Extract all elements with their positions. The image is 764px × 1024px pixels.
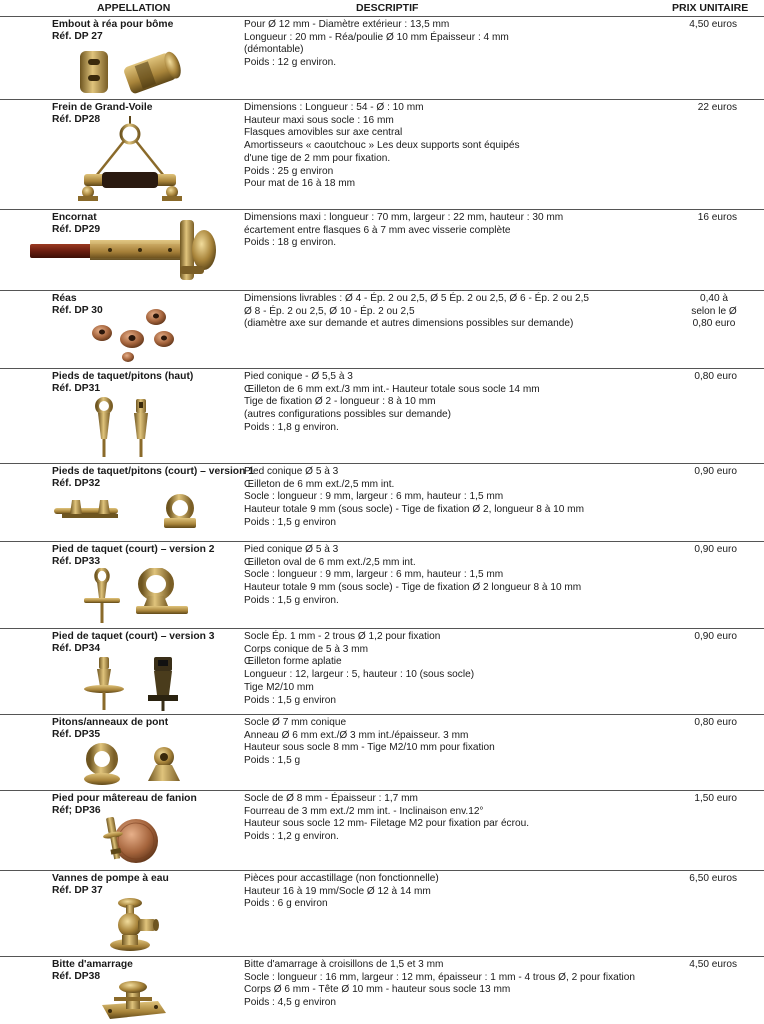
- dp30-product-photo: [80, 301, 190, 365]
- product-ref: Réf. DP32: [52, 478, 101, 489]
- product-price: 4,50 euros: [689, 19, 737, 30]
- product-description: Bitte d'amarrage à croisillons de 1,5 et 3 mm Socle : longueur : 16 mm, largeur : 12 mm, épaisseur : 1 mm - 4 trous Ø, 2 pour fixation Corps Ø 6 mm - Tête Ø 10 mm - hauteur sous socle 13 mm Poids : 4,5 g environ: [244, 959, 636, 1009]
- dp27-product-photo: [76, 47, 188, 97]
- product-price: 16 euros: [697, 212, 737, 223]
- header-appellation: APPELLATION: [97, 2, 171, 14]
- table-header: [0, 0, 764, 17]
- dp31-product-photo: [88, 397, 158, 461]
- product-row-dp31: [0, 369, 764, 464]
- product-ref: Réf. DP35: [52, 729, 101, 740]
- product-description: Socle Ép. 1 mm - 2 trous Ø 1,2 pour fixation Corps conique de 5 à 3 mm Œilleton forme aplatie Longueur : 12, largeur : 5, hauteur : 10 (sous socle) Tige M2/10 mm Poids : 1,5 g environ: [244, 631, 475, 706]
- product-price: 0,90 euro: [694, 631, 737, 642]
- dp36-product-photo: [98, 815, 168, 869]
- product-description: Dimensions : Longueur : 54 - Ø : 10 mm Hauteur maxi sous socle : 16 mm Flasques amovibles sur axe central Amortisseurs « caoutchouc » Les deux supports sont équipés d'une tige de 2 mm pour fixation. Poids : 25 g environ Pour mat de 16 à 18 mm: [244, 102, 520, 190]
- product-ref: Réf. DP28: [52, 114, 101, 125]
- dp33-product-photo: [80, 568, 190, 626]
- product-name: Frein de Grand-Voile: [52, 102, 153, 113]
- product-ref: Réf. DP31: [52, 383, 101, 394]
- product-row-dp38: [0, 957, 764, 1024]
- product-description: Socle de Ø 8 mm - Épaisseur : 1,7 mm Fourreau de 3 mm ext./2 mm int. - Inclinaison env.12° Hauteur sous socle 12 mm- Filetage M2 pour fixation par écrou. Poids : 1,2 g environ.: [244, 793, 530, 843]
- product-name: Réas: [52, 293, 77, 304]
- product-description: Pied conique Ø 5 à 3 Œilleton de 6 mm ext./2,5 mm int. Socle : longueur : 9 mm, largeur : 6 mm, hauteur : 1,5 mm Hauteur totale 9 mm (sous socle) - Tige de fixation Ø 2, longueur 8 à 10 mm Poids : 1,5 g environ: [244, 466, 584, 528]
- product-description: Dimensions livrables : Ø 4 - Ép. 2 ou 2,5, Ø 5 Ép. 2 ou 2,5, Ø 6 - Ép. 2 ou 2,5 Ø 8 - Ép. 2 ou 2,5, Ø 10 - Ép. 2 ou 2,5 (diamètre axe sur demande et autres dimensions possibles sur demande): [244, 293, 590, 330]
- dp32-product-photo: [52, 490, 202, 538]
- product-price: 0,80 euro: [694, 717, 737, 728]
- product-row-dp30: [0, 291, 764, 369]
- product-ref: Réf. DP33: [52, 556, 101, 567]
- product-ref: Réf. DP 37: [52, 885, 103, 896]
- dp29-product-photo: [30, 214, 220, 288]
- product-name: Pied de taquet (court) – version 2: [52, 544, 215, 555]
- product-price: 0,90 euro: [694, 544, 737, 555]
- product-ref: Réf. DP 27: [52, 31, 103, 42]
- product-row-dp28: [0, 100, 764, 210]
- product-name: Encornat: [52, 212, 97, 223]
- product-ref: Réf. DP38: [52, 971, 101, 982]
- header-prix-unitaire: PRIX UNITAIRE: [672, 2, 749, 14]
- dp38-product-photo: [96, 975, 168, 1023]
- product-ref: Réf; DP36: [52, 805, 101, 816]
- product-name: Pitons/anneaux de pont: [52, 717, 169, 728]
- product-row-dp29: [0, 210, 764, 291]
- product-ref: Réf. DP 30: [52, 305, 103, 316]
- dp37-product-photo: [104, 897, 164, 953]
- product-row-dp37: [0, 871, 764, 957]
- product-name: Pieds de taquet/pitons (haut): [52, 371, 194, 382]
- header-descriptif: DESCRIPTIF: [356, 2, 419, 14]
- product-row-dp27: [0, 17, 764, 100]
- product-description: Socle Ø 7 mm conique Anneau Ø 6 mm ext./Ø 3 mm int./épaisseur. 3 mm Hauteur sous socle 8 mm - Tige M2/10 mm pour fixation Poids : 1,5 g: [244, 717, 495, 767]
- product-price: 0,40 à selon le Ø 0,80 euro: [691, 293, 737, 330]
- product-description: Pour Ø 12 mm - Diamètre extérieur : 13,5 mm Longueur : 20 mm - Réa/poulie Ø 10 mm Épaisseur : 4 mm (démontable) Poids : 12 g environ.: [244, 19, 509, 69]
- product-price: 6,50 euros: [689, 873, 737, 884]
- product-description: Pied conique - Ø 5,5 à 3 Œilleton de 6 mm ext./3 mm int.- Hauteur totale sous socle 14 mm Tige de fixation Ø 2 - longueur : 8 à 10 mm (autres configurations possibles sur demande) Poids : 1,8 g environ.: [244, 371, 540, 433]
- product-name: Vannes de pompe à eau: [52, 873, 169, 884]
- dp28-product-photo: [74, 114, 186, 206]
- product-row-dp32: [0, 464, 764, 542]
- product-name: Pied de taquet (court) – version 3: [52, 631, 215, 642]
- product-price: 4,50 euros: [689, 959, 737, 970]
- product-row-dp36: [0, 791, 764, 871]
- dp34-product-photo: [82, 657, 182, 713]
- product-ref: Réf. DP29: [52, 224, 101, 235]
- product-name: Bitte d'amarrage: [52, 959, 133, 970]
- product-ref: Réf. DP34: [52, 643, 101, 654]
- product-name: Pied pour mâtereau de fanion: [52, 793, 197, 804]
- product-row-dp35: [0, 715, 764, 791]
- product-name: Pieds de taquet/pitons (court) – version 1: [52, 466, 254, 477]
- product-row-dp33: [0, 542, 764, 629]
- product-price: 22 euros: [697, 102, 737, 113]
- product-price: 0,80 euro: [694, 371, 737, 382]
- product-name: Embout à réa pour bôme: [52, 19, 174, 30]
- dp35-product-photo: [80, 741, 190, 789]
- product-price: 1,50 euro: [694, 793, 737, 804]
- product-price: 0,90 euro: [694, 466, 737, 477]
- product-description: Dimensions maxi : longueur : 70 mm, largeur : 22 mm, hauteur : 30 mm écartement entre flasques 6 à 7 mm avec visserie complète Poids : 18 g environ.: [244, 212, 564, 249]
- product-description: Pied conique Ø 5 à 3 Œilleton oval de 6 mm ext./2,5 mm int. Socle : longueur : 9 mm, largeur : 6 mm, hauteur : 1,5 mm Hauteur totale 9 mm (sous socle) - Tige de fixation Ø 2 longueur 8 à 10 mm Poids : 1,5 g environ.: [244, 544, 582, 606]
- product-row-dp34: [0, 629, 764, 715]
- product-description: Pièces pour accastillage (non fonctionnelle) Hauteur 16 à 19 mm/Socle Ø 12 à 14 mm Poids : 6 g environ: [244, 873, 439, 910]
